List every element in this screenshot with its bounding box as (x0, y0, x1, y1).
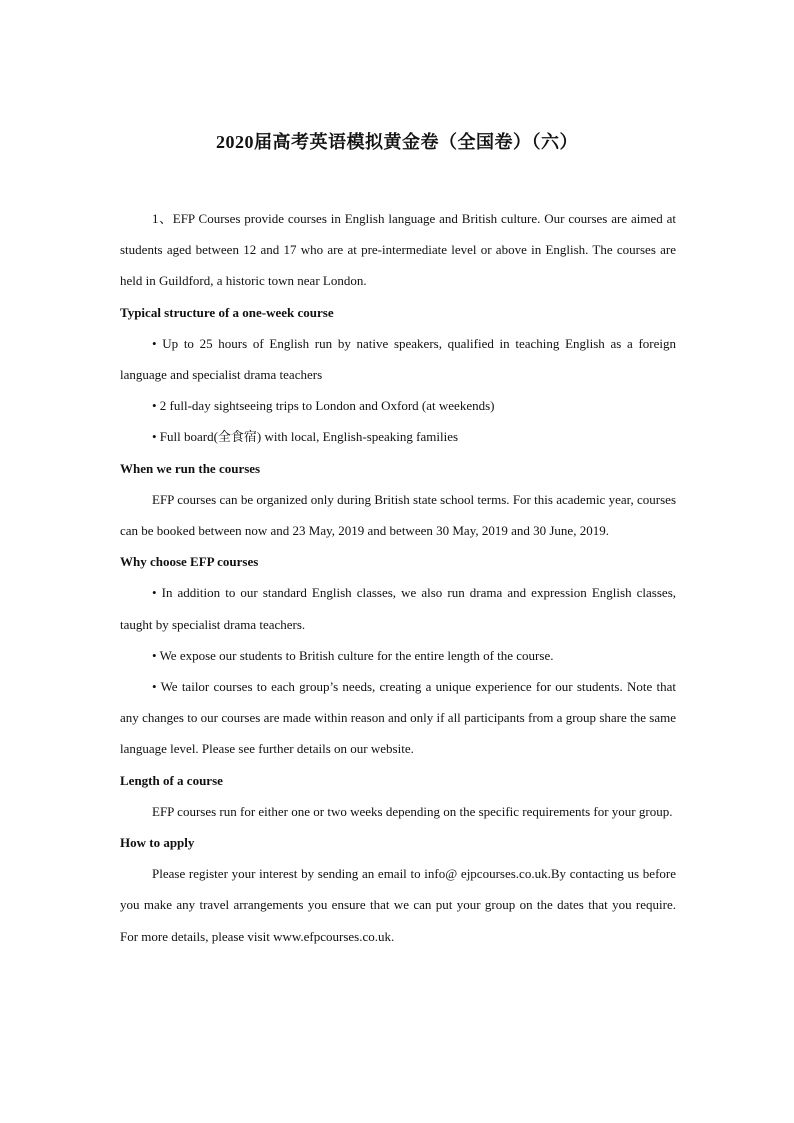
section-heading-length: Length of a course (120, 772, 223, 788)
bullet-hours: • Up to 25 hours of English run by native speakers, qualified in teaching English as a foreign language and specialist drama teachers (120, 335, 676, 383)
bullet-drama: • In addition to our standard English classes, we also run drama and expression English classes, taught by specialist drama teachers. (120, 585, 676, 632)
section-heading-why: Why choose EFP courses (120, 554, 259, 570)
document-title: 2020届高考英语模拟黄金卷（全国卷）（六） (216, 132, 578, 152)
bullet-full-board: • Full board(全食宿) with local, English-speaking families (152, 429, 459, 445)
length-paragraph: EFP courses run for either one or two weeks depending on the specific requirements for your group. (152, 803, 673, 819)
intro-paragraph: 1、EFP Courses provide courses in English language and British culture. Our courses are aimed at students aged between 12 and 17 who are at pre-intermediate level or above in English. The courses are held in Guildford, a historic town near London. (120, 211, 676, 289)
section-heading-when: When we run the courses (120, 460, 261, 476)
apply-paragraph: Please register your interest by sending an email to info@ ejpcourses.co.uk.By contacting us before you make any travel arrangements you ensure that we can put your group on the dates that you require. For more details, please visit www.efpcourses.co.uk. (120, 866, 676, 944)
when-paragraph: EFP courses can be organized only during British state school terms. For this academic year, courses can be booked between now and 23 May, 2019 and between 30 May, 2019 and 30 June, 2019. (120, 491, 676, 539)
bullet-culture: • We expose our students to British culture for the entire length of the course. (152, 647, 554, 663)
bullet-sightseeing: • 2 full-day sightseeing trips to London and Oxford (at weekends) (152, 398, 495, 414)
bullet-tailor: • We tailor courses to each group’s needs, creating a unique experience for our students. Note that any changes to our courses are made within reason and only if all participants from a group share the same language level. Please see further details on our website. (120, 679, 676, 757)
section-heading-structure: Typical structure of a one-week course (120, 304, 334, 320)
document-body (120, 203, 676, 952)
section-heading-apply: How to apply (120, 835, 195, 851)
